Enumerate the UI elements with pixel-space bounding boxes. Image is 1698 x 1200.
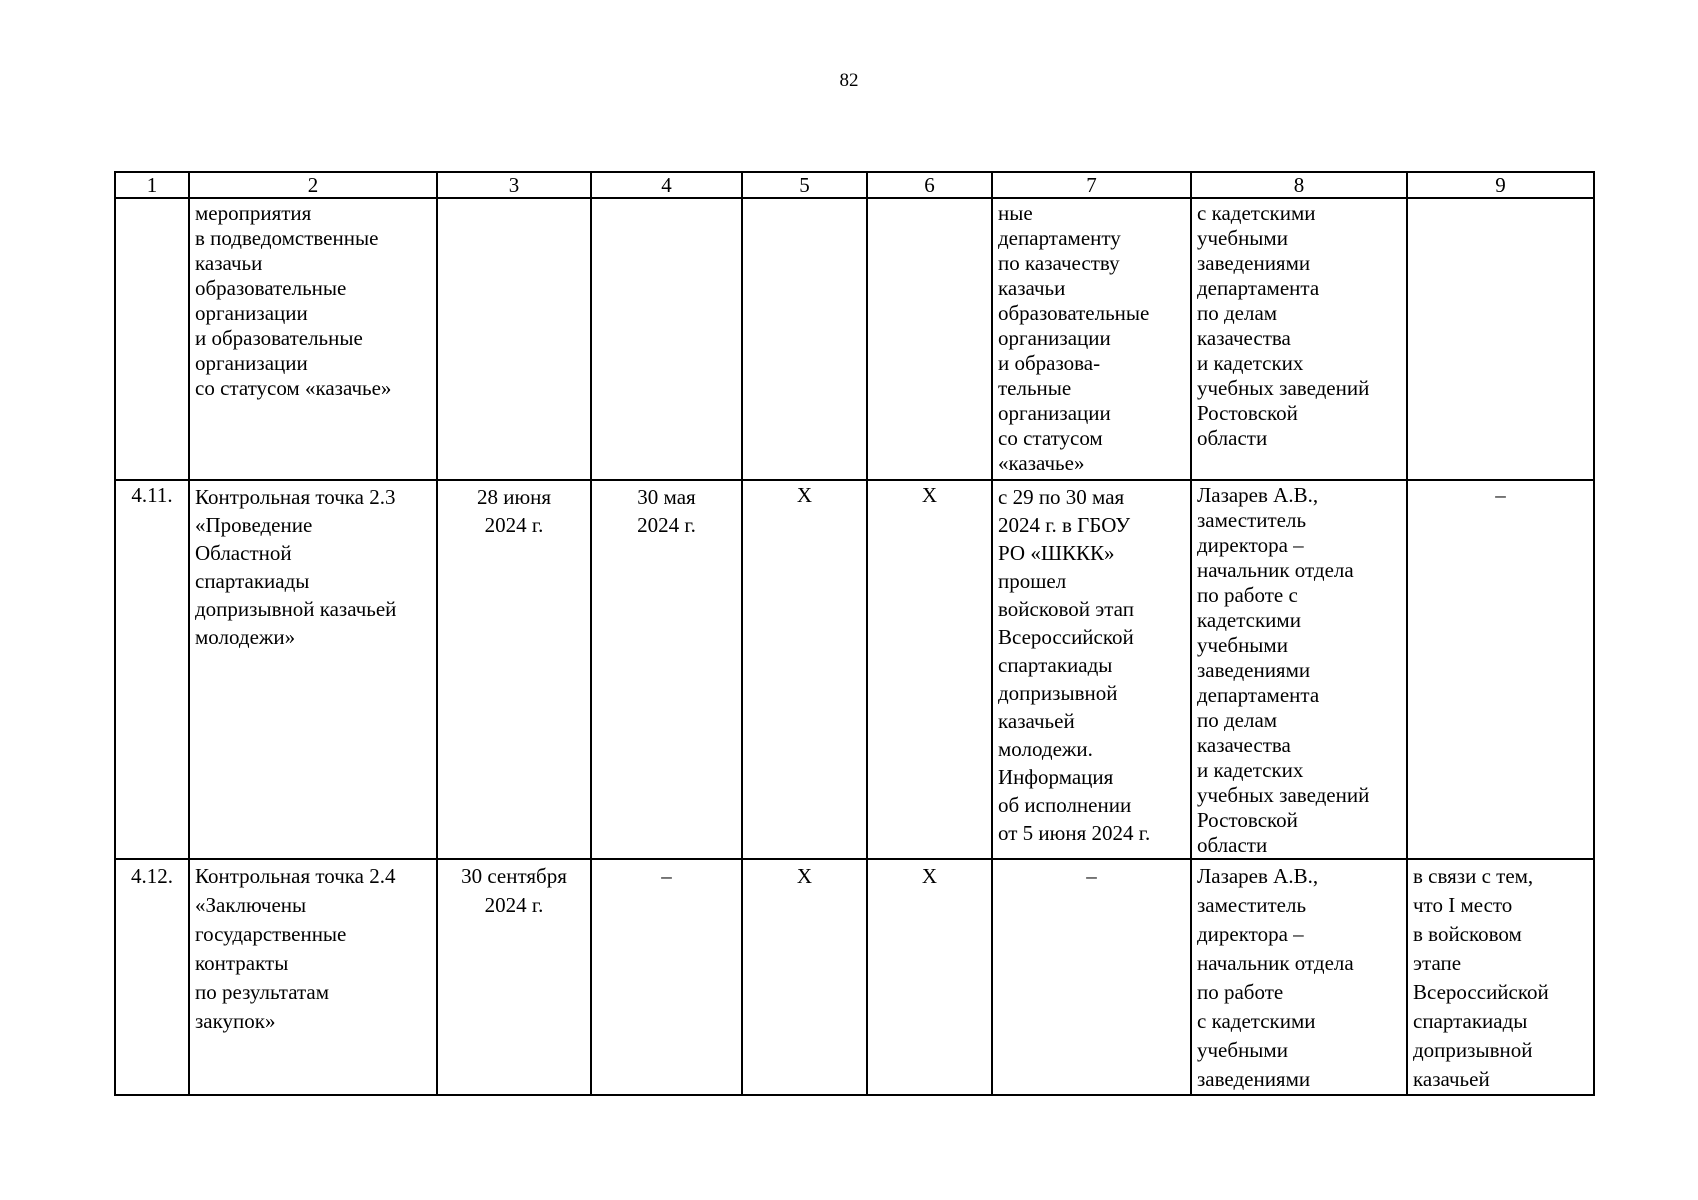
cell-number: 4.12.: [115, 859, 189, 1095]
cell-number: [115, 198, 189, 480]
cell-col-5: Х: [742, 859, 867, 1095]
cell-col-5: [742, 198, 867, 480]
cell-plan-date: 28 июня 2024 г.: [437, 480, 591, 859]
header-col-4: 4: [591, 172, 742, 198]
header-col-3: 3: [437, 172, 591, 198]
table-row: [115, 480, 1594, 859]
cell-col-6: [867, 198, 992, 480]
header-col-1: 1: [115, 172, 189, 198]
cell-col-5: Х: [742, 480, 867, 859]
header-col-2: 2: [189, 172, 437, 198]
cell-event: Контрольная точка 2.4 «Заключены государственные контракты по результатам закупок»: [189, 859, 437, 1095]
cell-event: Контрольная точка 2.3 «Проведение Областной спартакиады допризывной казачьей молодежи»: [189, 480, 437, 859]
cell-number: 4.11.: [115, 480, 189, 859]
cell-note: в связи с тем, что I место в войсковом этапе Всероссийской спартакиады допризывной казачьей: [1407, 859, 1594, 1095]
cell-actual-date: 30 мая 2024 г.: [591, 480, 742, 859]
cell-plan-date: [437, 198, 591, 480]
cell-result: ные департаменту по казачеству казачьи образовательные организации и образова- тельные организации со статусом «казачье»: [992, 198, 1191, 480]
report-table: [114, 171, 1595, 1096]
header-col-5: 5: [742, 172, 867, 198]
cell-event: мероприятия в подведомственные казачьи образовательные организации и образовательные организации со статусом «казачье»: [189, 198, 437, 480]
cell-actual-date: –: [591, 859, 742, 1095]
header-row: [115, 172, 1594, 198]
header-col-8: 8: [1191, 172, 1407, 198]
cell-responsible: с кадетскими учебными заведениями департамента по делам казачества и кадетских учебных заведений Ростовской области: [1191, 198, 1407, 480]
page-number: 82: [839, 70, 859, 91]
cell-result: с 29 по 30 мая 2024 г. в ГБОУ РО «ШККК» прошел войсковой этап Всероссийской спартакиады допризывной казачьей молодежи. Информация об исполнении от 5 июня 2024 г.: [992, 480, 1191, 859]
header-col-7: 7: [992, 172, 1191, 198]
header-col-6: 6: [867, 172, 992, 198]
cell-responsible: Лазарев А.В., заместитель директора – начальник отдела по работе с кадетскими учебными заведениями департамента по делам казачества и кадетских учебных заведений Ростовской области: [1191, 480, 1407, 859]
table-row: [115, 198, 1594, 480]
cell-responsible: Лазарев А.В., заместитель директора – начальник отдела по работе с кадетскими учебными заведениями: [1191, 859, 1407, 1095]
cell-actual-date: [591, 198, 742, 480]
cell-result: –: [992, 859, 1191, 1095]
header-col-9: 9: [1407, 172, 1594, 198]
cell-note: [1407, 198, 1594, 480]
cell-note: –: [1407, 480, 1594, 859]
cell-col-6: Х: [867, 859, 992, 1095]
table-row: [115, 859, 1594, 1095]
cell-col-6: Х: [867, 480, 992, 859]
cell-plan-date: 30 сентября 2024 г.: [437, 859, 591, 1095]
